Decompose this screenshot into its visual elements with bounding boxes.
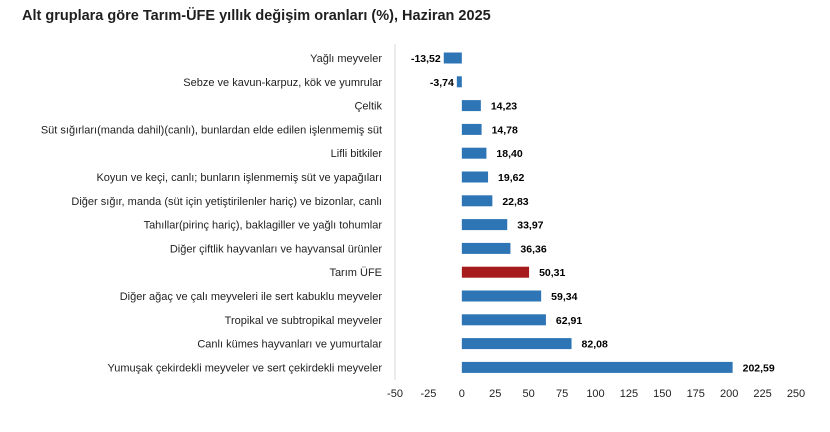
value-label: 18,40: [496, 148, 523, 161]
x-tick-label: 125: [619, 388, 639, 400]
bar: [444, 53, 462, 64]
category-label: Diğer çiftlik hayvanları ve hayvansal ürünler: [169, 243, 382, 256]
x-tick-label: -25: [420, 388, 437, 400]
category-label: Süt sığırları(manda dahil)(canlı), bunlardan elde edilen işlenmemiş süt: [40, 124, 382, 137]
value-label: 59,34: [551, 291, 578, 303]
bar: [462, 267, 529, 278]
bar: [462, 291, 541, 302]
value-label: 36,36: [520, 243, 547, 256]
category-label: Tahıllar(pirinç hariç), baklagiller ve yağlı tohumlar: [143, 219, 382, 232]
x-tick-label: 150: [653, 388, 672, 400]
x-tick-label: 100: [586, 388, 605, 400]
value-label: 82,08: [581, 338, 608, 351]
value-label: 19,62: [498, 172, 525, 184]
value-label: 14,23: [490, 100, 518, 113]
category-label: Diğer sığır, manda (süt için yetiştirilenler hariç) ve bizonlar, canlı: [71, 195, 382, 208]
x-tick-label: 75: [555, 388, 569, 400]
category-label: Yumuşak çekirdekli meyveler ve sert çekirdekli meyveler: [107, 362, 382, 375]
bar: [462, 100, 481, 111]
bar: [462, 124, 482, 135]
category-label: Diğer ağaç ve çalı meyveleri ile sert kabuklu meyveler: [119, 291, 382, 303]
x-tick-label: -50: [387, 388, 403, 400]
category-label: Sebze ve kavun-karpuz, kök ve yumrular: [183, 76, 382, 89]
category-label: Tarım ÜFE: [329, 267, 382, 280]
x-tick-label: 250: [786, 388, 806, 400]
category-label: Koyun ve keçi, canlı; bunların işlenmemiş süt ve yapağıları: [96, 172, 382, 184]
category-label: Çeltik: [354, 100, 382, 113]
bar: [462, 362, 733, 373]
x-tick-label: 225: [753, 388, 772, 400]
category-label: Yağlı meyveler: [310, 53, 382, 65]
x-tick-label: 50: [522, 388, 535, 400]
category-label: Lifli bitkiler: [330, 148, 382, 161]
chart-title: Alt gruplara göre Tarım-ÜFE yıllık değişim oranları (%), Haziran 2025: [22, 8, 491, 24]
bar: [462, 314, 546, 325]
bar: [457, 76, 462, 87]
bar: [462, 195, 493, 206]
x-tick-label: 175: [686, 388, 705, 400]
x-tick-label: 0: [458, 388, 465, 400]
bar: [462, 148, 487, 159]
category-label: Canlı kümes hayvanları ve yumurtalar: [197, 338, 382, 351]
bar: [462, 338, 572, 349]
x-tick-label: 25: [489, 388, 502, 400]
value-label: 14,78: [491, 124, 518, 137]
value-label: 33,97: [517, 219, 544, 232]
bar: [462, 172, 488, 183]
value-label: 202,59: [742, 362, 775, 375]
bar: [462, 243, 511, 254]
x-tick-label: 200: [719, 388, 739, 400]
value-label: 50,31: [539, 267, 566, 280]
value-label: 22,83: [502, 195, 529, 208]
value-label: -13,52: [410, 53, 441, 65]
category-label: Tropikal ve subtropikal meyveler: [224, 314, 382, 327]
bar: [462, 219, 507, 230]
value-label: 62,91: [555, 314, 583, 327]
value-label: -3,74: [429, 76, 454, 89]
